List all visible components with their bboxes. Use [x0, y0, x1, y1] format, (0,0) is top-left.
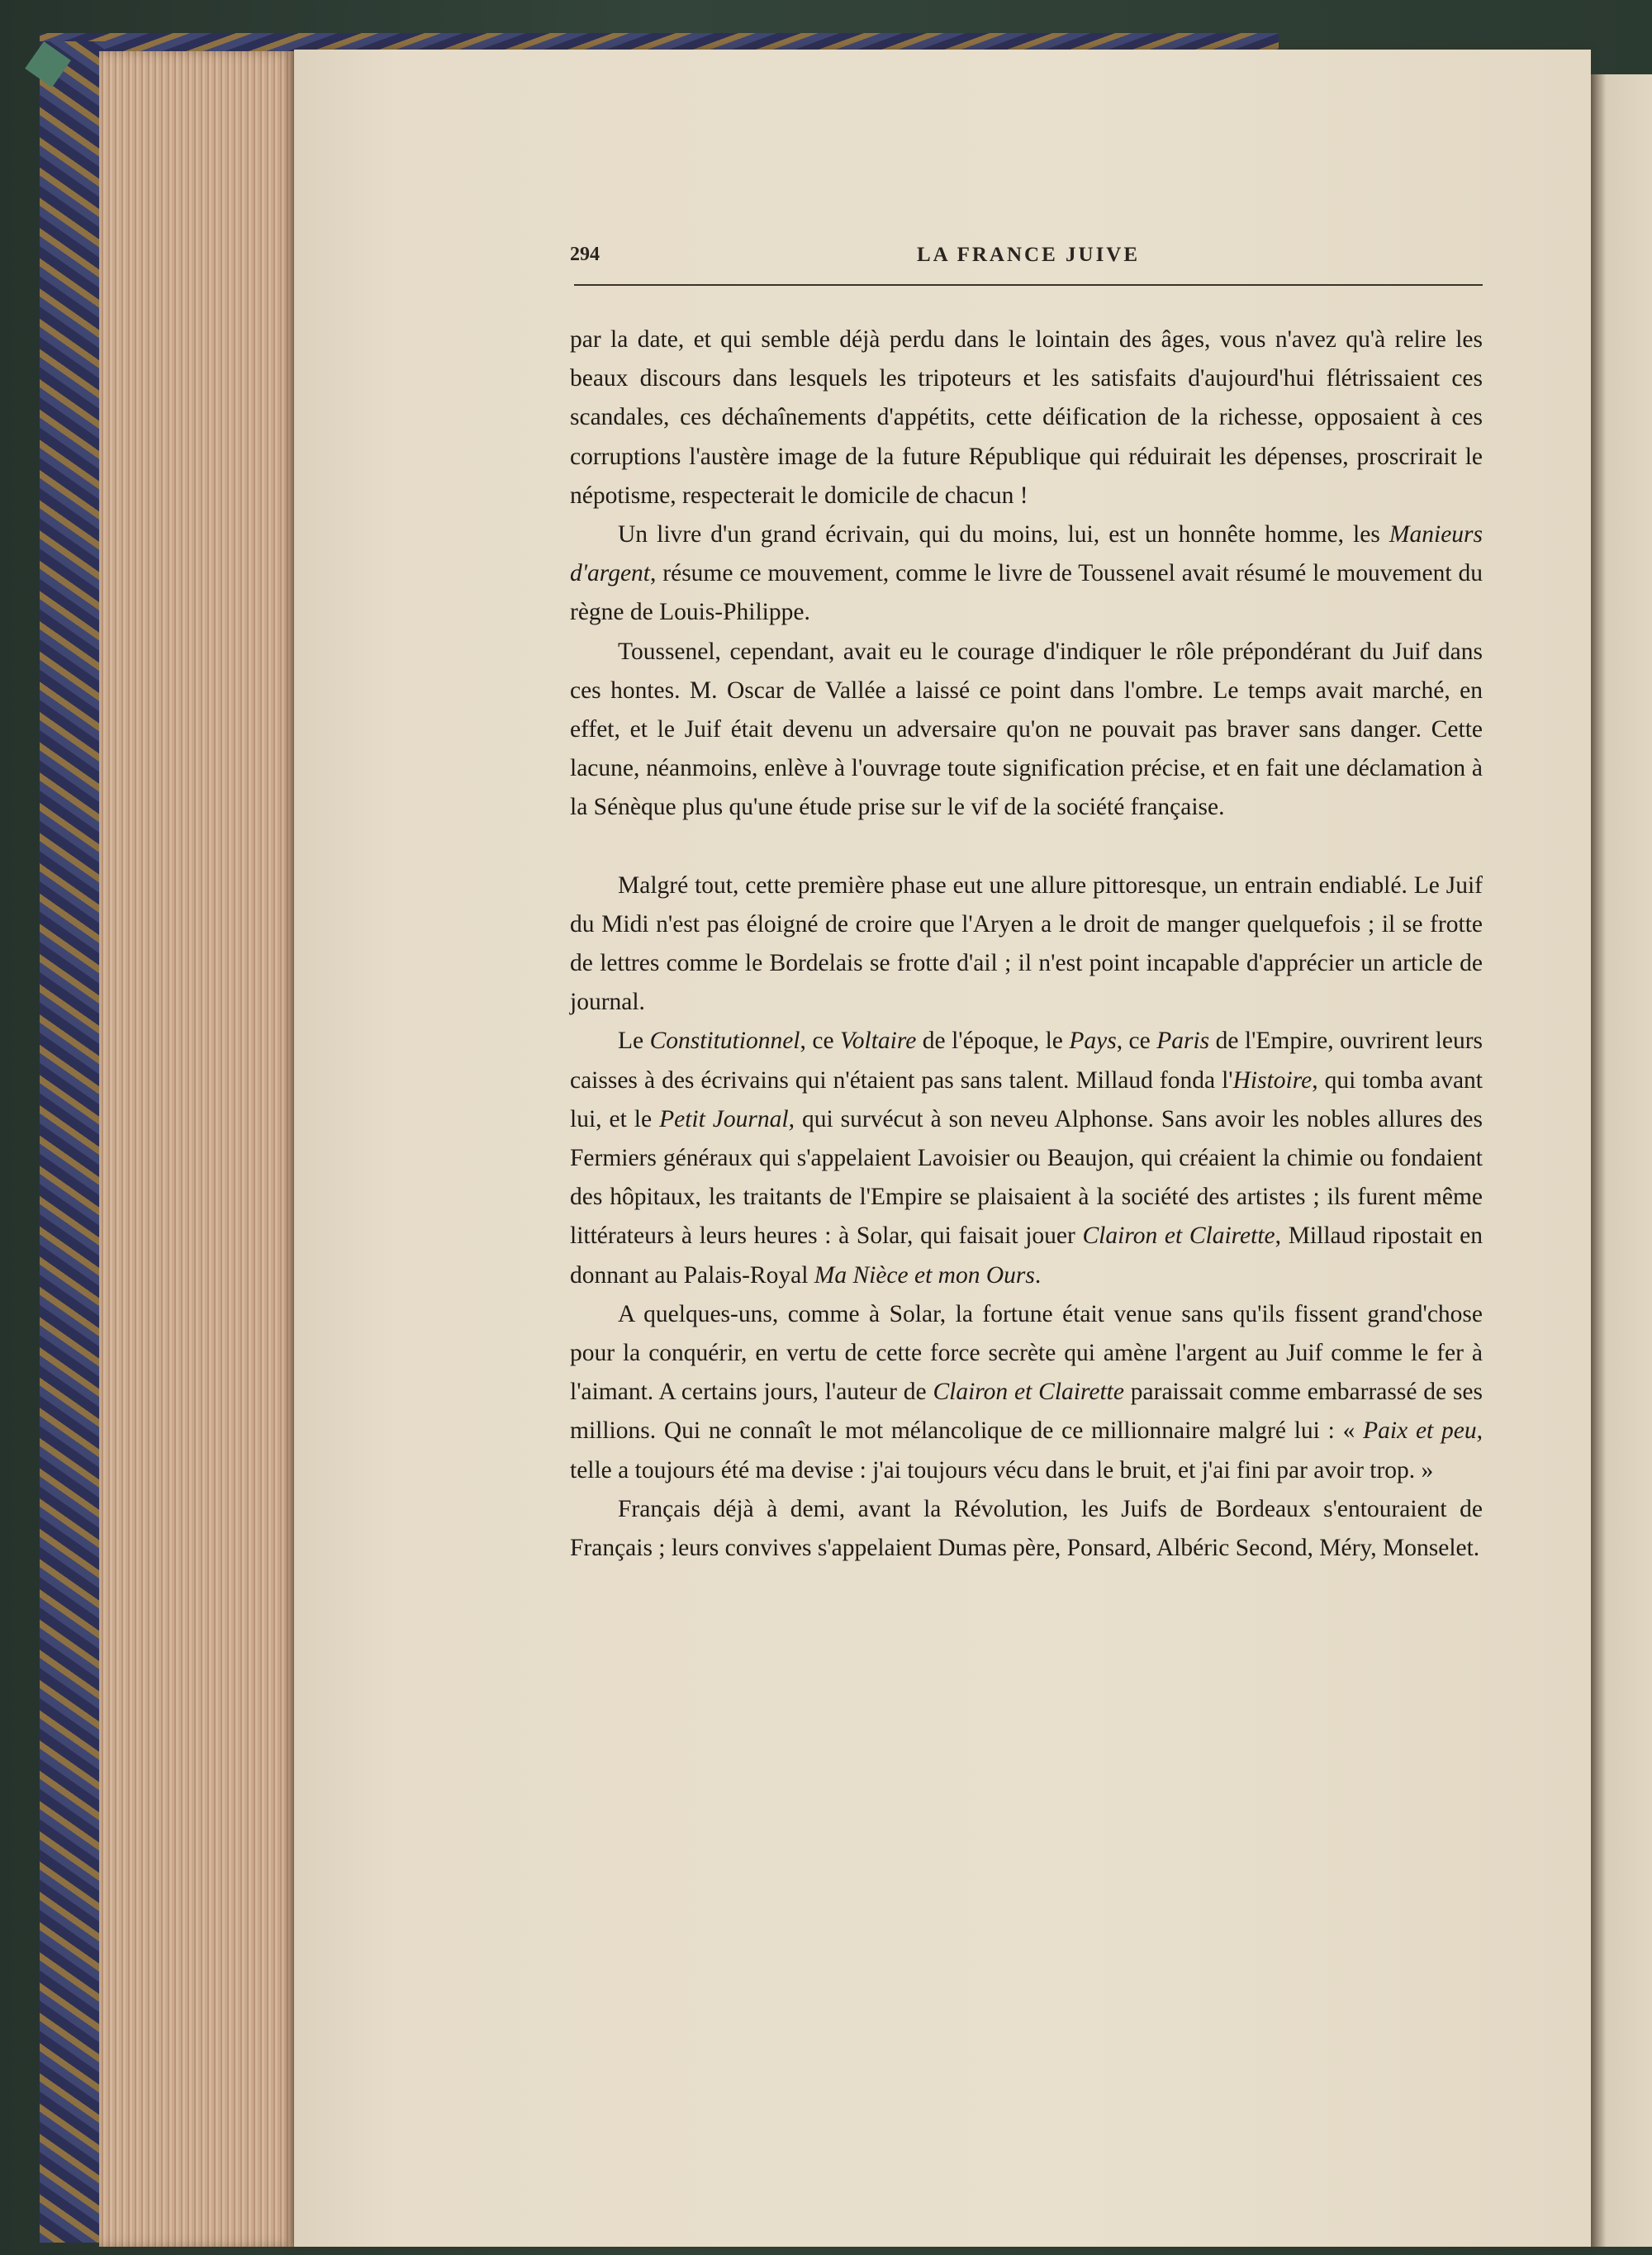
text-run: qui survécut à son neveu Alphonse. Sans avoir les nobles allures des Fermiers généraux qui s'appelaient Lavoisier ou Beaujon, qui créaient la chimie ou fondaient des hôpitaux, les traitants de l'Empire se plaisaient à la société des artistes ; ils furent même littérateurs à leurs heures : à Solar, qui faisait jouer	[570, 1105, 1483, 1250]
italic-title: Paris	[1156, 1028, 1210, 1055]
paragraph	[570, 866, 1483, 1023]
text-run: , qui tomba avant lui, et le	[570, 1066, 1483, 1132]
paragraph	[570, 515, 1483, 633]
running-title: LA FRANCE JUIVE	[917, 244, 1141, 266]
text-run: de l'Empire, ouvrirent leurs caisses à des écrivains qui n'étaient pas sans talent. Millaud fonda l'	[570, 1028, 1483, 1094]
paragraph	[570, 1022, 1483, 1294]
text-run: Français déjà à demi, avant la Révolution, les Juifs de Bordeaux s'entouraient de Français ; leurs convives s'appelaient Dumas père, Ponsard, Albéric Second, Méry, Monselet.	[570, 1495, 1483, 1562]
text-run: de l'époque, le	[916, 1028, 1070, 1055]
text-run: , ce	[800, 1028, 840, 1055]
italic-title: Petit Journal,	[659, 1105, 795, 1132]
italic-title: Paix et peu,	[1363, 1417, 1483, 1445]
paragraph	[570, 633, 1483, 828]
text-run: .	[1034, 1261, 1042, 1289]
next-page-edge	[1591, 74, 1652, 2247]
text-run: A quelques-uns, comme à Solar, la fortune était venue sans qu'ils fissent grand'chose pour la conquérir, en vertu de cette force secrète qui amène l'argent au Juif comme le fer à l'aimant. A certains jours, l'auteur de	[570, 1300, 1483, 1406]
text-run: , résume ce mouvement, comme le livre de Toussenel avait résumé le mouvement du règne de Louis-Philippe.	[570, 560, 1483, 626]
text-run: par la date, et qui semble déjà perdu dans le lointain des âges, vous n'avez qu'à relire les beaux discours dans lesquels les tripoteurs et les satisfaits d'aujourd'hui flétrissaient ces scandales, ces déchaînements d'appétits, cette déification de la richesse, opposaient à ces corruptions l'austère image de la future République qui réduirait les dépenses, proscrirait le népotisme, respecterait le domicile de chacun !	[570, 326, 1483, 509]
page-number: 294	[570, 244, 600, 265]
paragraph	[570, 1490, 1483, 1568]
text-run: telle a toujours été ma devise : j'ai toujours vécu dans le bruit, et j'ai fini par avoir trop. »	[570, 1456, 1434, 1484]
marbled-edge-left	[40, 41, 104, 2243]
text-run: paraissait comme embarrassé de ses millions. Qui ne connaît le mot mélancolique de ce millionnaire malgré lui : «	[570, 1379, 1483, 1445]
text-run: , Millaud ripostait en donnant au Palais-Royal	[570, 1222, 1483, 1289]
text-run: Toussenel, cependant, avait eu le courage d'indiquer le rôle prépondérant du Juif dans ces hontes. M. Oscar de Vallée a laissé ce point dans l'ombre. Le temps avait marché, en effet, et le Juif était devenu un adversaire qu'on ne pouvait pas braver sans danger. Cette lacune, néanmoins, enlève à l'ouvrage toute signification précise, et en fait une déclamation à la Sénèque plus qu'une étude prise sur le vif de la société française.	[570, 638, 1483, 821]
italic-title: Voltaire	[840, 1028, 917, 1055]
italic-title: Clairon et Clairette	[1082, 1222, 1275, 1250]
header-rule	[574, 284, 1483, 286]
italic-title: Pays	[1069, 1028, 1117, 1055]
italic-title: Constitutionnel	[649, 1028, 800, 1055]
italic-title: Histoire	[1232, 1066, 1313, 1094]
italic-title: Manieurs d'argent	[570, 521, 1483, 587]
body-text	[570, 320, 1483, 1568]
page-stack-edge	[99, 51, 297, 2247]
italic-title: Clairon et Clairette	[933, 1379, 1124, 1406]
text-run: Le	[618, 1028, 650, 1055]
text-run: Un livre d'un grand écrivain, qui du moins, lui, est un honnête homme, les	[618, 521, 1389, 548]
text-run: Malgré tout, cette première phase eut une allure pittoresque, un entrain endiablé. Le Juif du Midi n'est pas éloigné de croire que l'Aryen a le droit de manger quelquefois ; il se frotte de lettres comme le Bordelais se frotte d'ail ; il n'est point incapable d'apprécier un article de journal.	[570, 871, 1483, 1016]
italic-title: Ma Nièce et mon Ours	[814, 1261, 1035, 1289]
paragraph	[570, 1295, 1483, 1490]
paragraph	[570, 320, 1483, 515]
text-run: , ce	[1116, 1028, 1157, 1055]
